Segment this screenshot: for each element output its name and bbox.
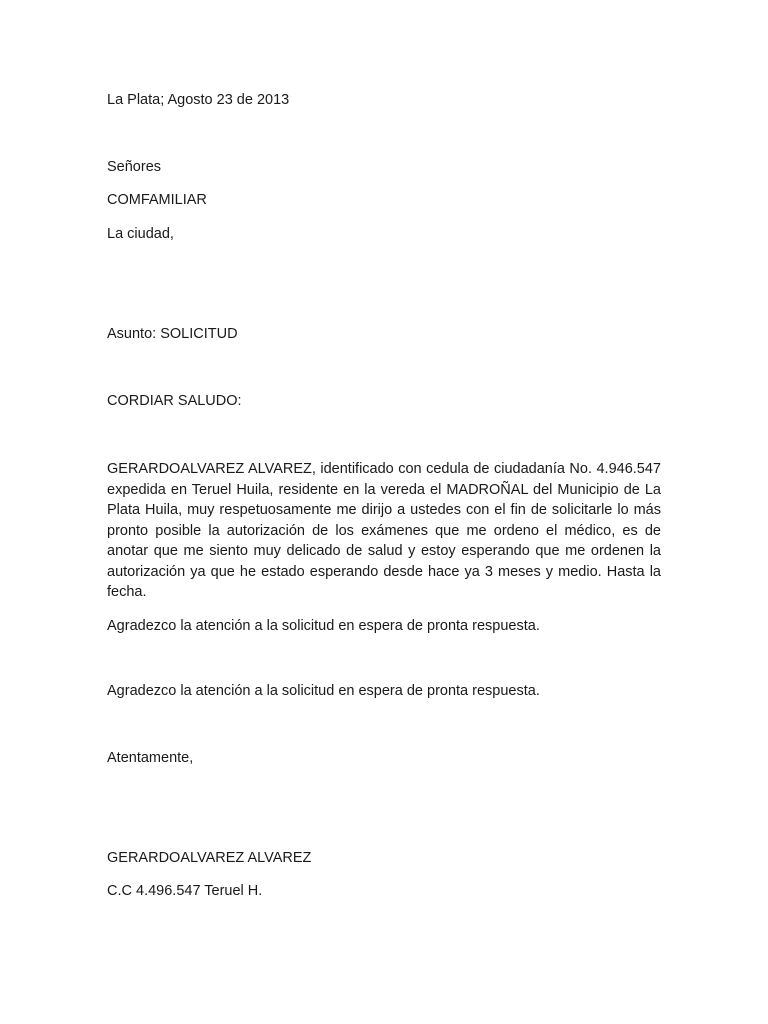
subject-line: Asunto: SOLICITUD [107, 326, 238, 342]
recipient-salutation: Señores [107, 159, 162, 175]
thanks-line-2: Agradezco la atención a la solicitud en espera de pronta respuesta. [107, 683, 540, 699]
closing-line: Atentamente, [107, 750, 194, 766]
recipient-organization: COMFAMILIAR [107, 192, 207, 208]
date-line: La Plata; Agosto 23 de 2013 [107, 92, 290, 108]
recipient-city: La ciudad, [107, 226, 174, 242]
signature-id: C.C 4.496.547 Teruel H. [107, 883, 263, 899]
signature-name: GERARDOALVAREZ ALVAREZ [107, 850, 312, 866]
body-paragraph: GERARDOALVAREZ ALVAREZ, identificado con cedula de ciudadanía No. 4.946.547 expedida en Teruel Huila, residente en la vereda el MADROÑAL del Municipio de La Plata Huila, muy respetuosamente me dirijo a ustedes con el fin de solicitarle lo más pronto posible la autorización de los exámenes que me ordeno el médico, es de anotar que me siento muy delicado de salud y estoy esperando que me ordenen la autorización ya que he estado esperando desde hace ya 3 meses y medio. Hasta la fecha. [107, 461, 661, 600]
greeting-line: CORDIAR SALUDO: [107, 393, 242, 409]
thanks-line-1: Agradezco la atención a la solicitud en espera de pronta respuesta. [107, 618, 540, 634]
